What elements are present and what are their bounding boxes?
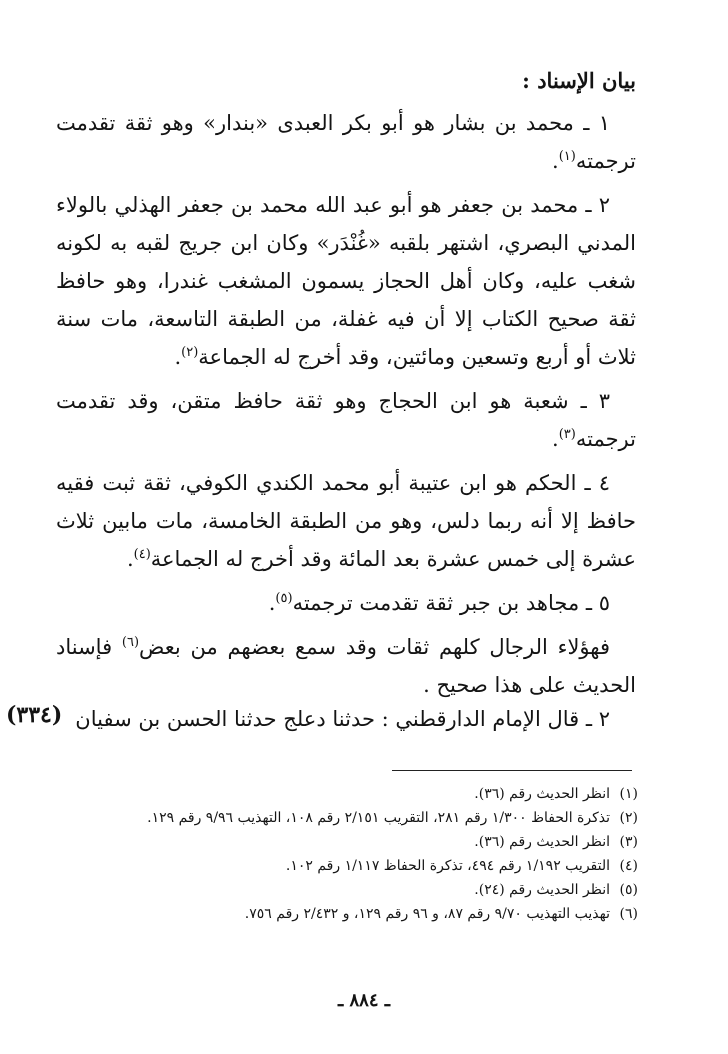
footnote-item: [78, 782, 638, 806]
footnote-text: التقريب ١/١٩٢ رقم ٤٩٤، تذكرة الحفاظ ١/١١٧ رقم ١٠٢.: [285, 858, 610, 874]
narrator-paragraph-3: [56, 382, 636, 458]
paragraph-tail: فإسناد الحديث على هذا صحيح .: [56, 635, 636, 697]
main-text: [56, 62, 636, 710]
footnote-divider: [392, 770, 632, 771]
footnote-ref[interactable]: (٢): [181, 345, 199, 360]
footnote-item: [78, 878, 638, 902]
footnote-ref[interactable]: (٣): [558, 427, 576, 442]
paragraph-tail: .: [552, 149, 559, 173]
hadith-text: ٢ ـ قال الإمام الدارقطني : حدثنا دعلج حدثنا الحسن بن سفيان: [75, 707, 610, 731]
paragraph-tail: .: [268, 591, 276, 615]
paragraph-text: ٢ ـ محمد بن جعفر هو أبو عبد الله محمد بن جعفر الهذلي بالولاء المدني البصري، اشتهر بلقبه «غُنْدَر» وكان ابن جريج لقبه به لكونه شغب عليه، وكان أهل الحجاز يسمون المشغب غندرا، وهو حافظ ثقة صحيح الكتاب إلا أن فيه غفلة، من الطبقة التاسعة، مات سنة ثلاث أو أربع وتسعين ومائتين، وقد أخرج له الجماعة: [56, 193, 636, 369]
conclusion-paragraph: [56, 628, 636, 704]
footnote-text: انظر الحديث رقم (٣٦).: [474, 834, 610, 850]
paragraph-text: ١ ـ محمد بن بشار هو أبو بكر العبدى «بندار» وهو ثقة تقدمت ترجمته: [56, 111, 636, 173]
footnote-text: تهذيب التهذيب ٩/٧٠ رقم ٨٧، و ٩٦ رقم ١٢٩، و ٢/٤٣٢ رقم ٧٥٦.: [244, 906, 610, 922]
footnote-mark: (٤): [619, 858, 638, 874]
footnote-text: انظر الحديث رقم (٣٦).: [474, 786, 610, 802]
footnote-item: [78, 902, 638, 926]
footnote-item: [78, 830, 638, 854]
narrator-paragraph-1: [56, 104, 636, 180]
paragraph-tail: .: [552, 427, 559, 451]
paragraph-text: فهؤلاء الرجال كلهم ثقات وقد سمع بعضهم من بعض: [139, 635, 610, 659]
footnote-mark: (٢): [619, 810, 638, 826]
footnote-ref[interactable]: (١): [558, 149, 576, 164]
footnote-ref[interactable]: (٤): [133, 547, 151, 562]
footnote-text: انظر الحديث رقم (٢٤).: [474, 882, 610, 898]
page-number: ـ ٨٨٤ ـ: [337, 990, 391, 1011]
paragraph-text: ٣ ـ شعبة هو ابن الحجاج وهو ثقة حافظ متقن، وقد تقدمت ترجمته: [56, 389, 636, 451]
paragraph-tail: .: [126, 547, 134, 571]
footnote-item: [78, 806, 638, 830]
footnote-text: تذكرة الحفاظ ١/٣٠٠ رقم ٢٨١، التقريب ٢/١٥١ رقم ١٠٨، التهذيب ٩/٩٦ رقم ١٢٩.: [147, 810, 610, 826]
narrator-paragraph-5: [56, 584, 636, 622]
footnote-mark: (٥): [619, 882, 638, 898]
paragraph-tail: .: [174, 345, 182, 369]
footnote-mark: (١): [619, 786, 638, 802]
footnote-mark: (٦): [619, 906, 638, 922]
section-heading: بيان الإسناد :: [522, 68, 636, 93]
paragraph-text: ٥ ـ مجاهد بن جبر ثقة تقدمت ترجمته: [292, 591, 610, 615]
hadith-number: (٣٣٤): [6, 702, 63, 728]
footnote-ref[interactable]: (٦): [121, 635, 140, 650]
narrator-paragraph-4: [56, 464, 636, 578]
footnote-mark: (٣): [619, 834, 638, 850]
footnote-item: [78, 854, 638, 878]
footnote-ref[interactable]: (٥): [275, 591, 293, 606]
paragraph-text: ٤ ـ الحكم هو ابن عتيبة أبو محمد الكندي الكوفي، ثقة ثبت فقيه حافظ إلا أنه ربما دلس، وهو من الطبقة الخامسة، مات مابين ثلاث عشرة إلى خمس عشرة بعد المائة وقد أخرج له الجماعة: [56, 471, 636, 571]
narrator-paragraph-2: [56, 186, 636, 376]
footnotes: [78, 782, 638, 926]
